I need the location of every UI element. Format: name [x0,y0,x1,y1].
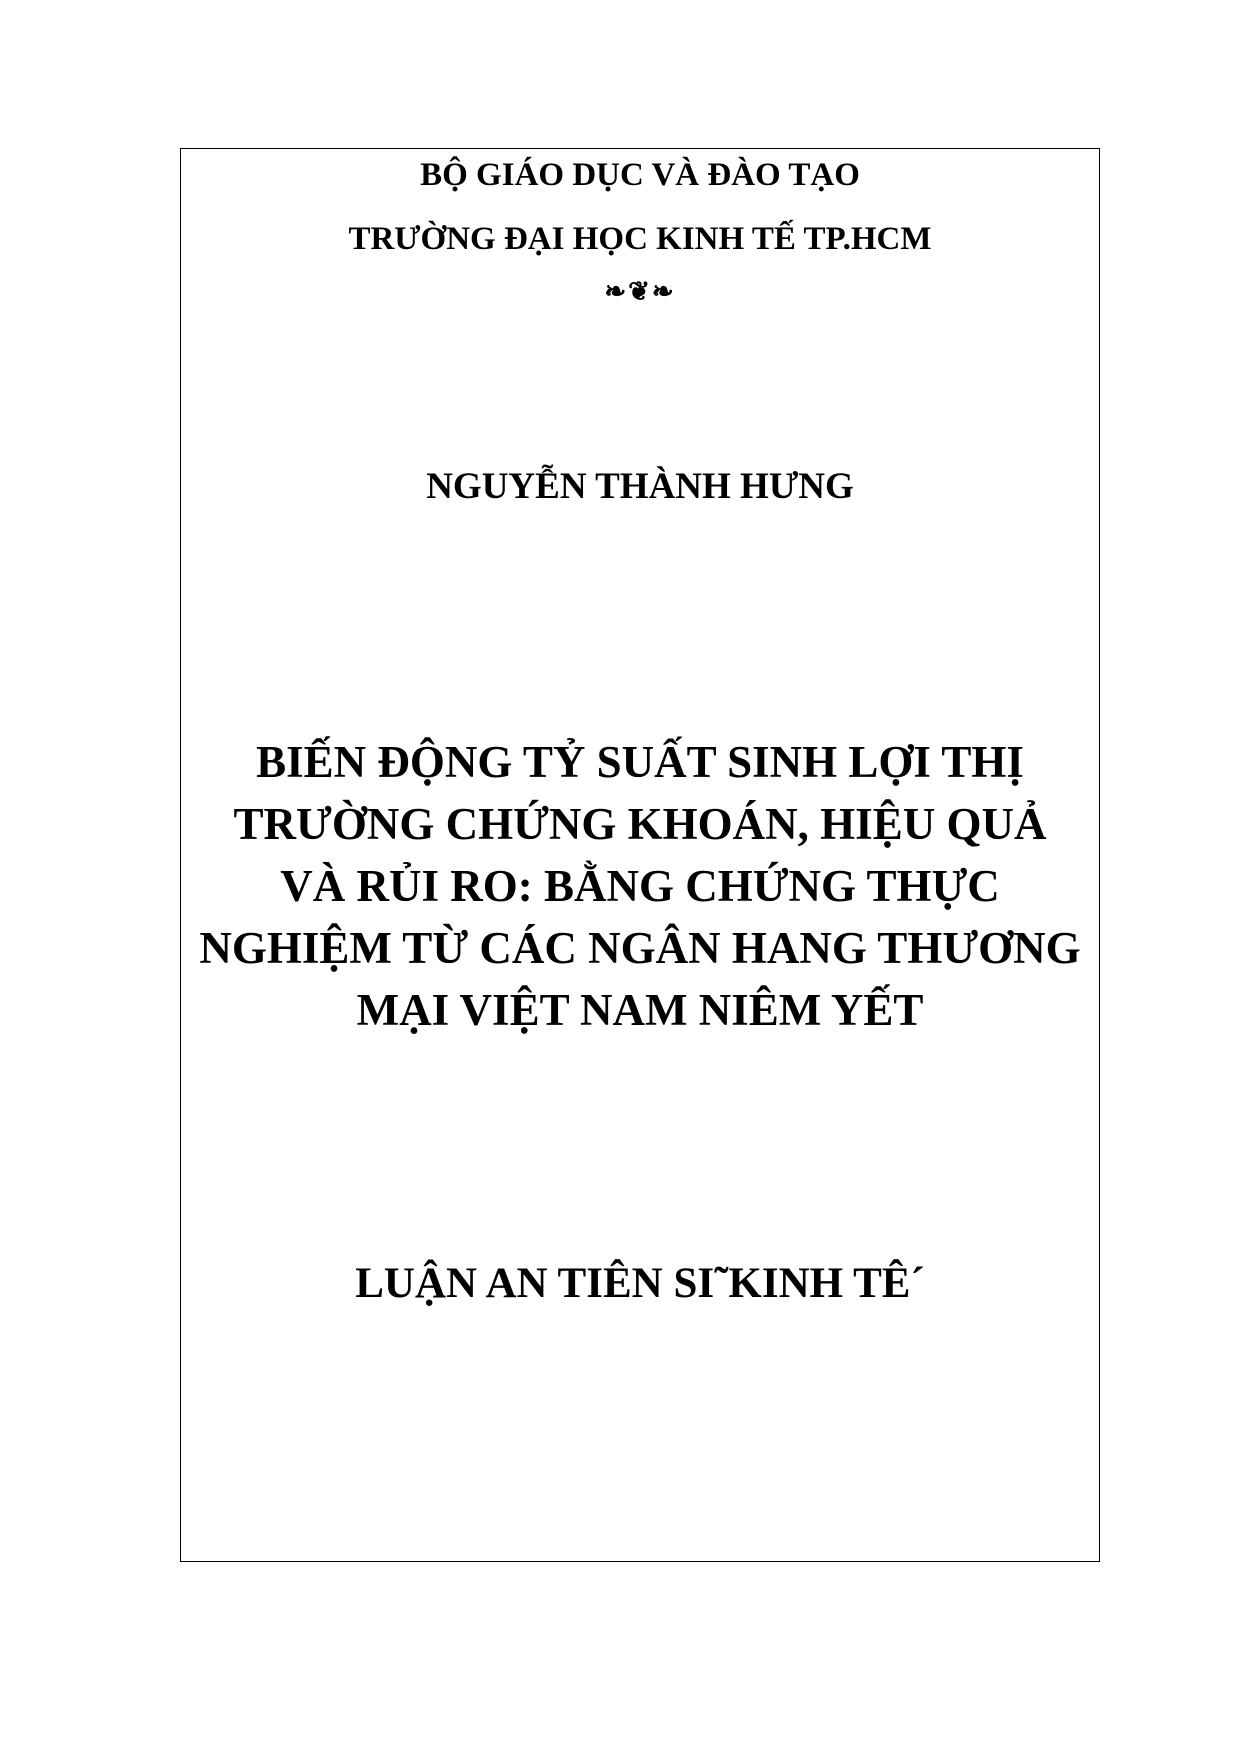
ministry-name: BỘ GIÁO DỤC VÀ ĐÀO TẠO [420,157,860,193]
thesis-title-line-5: MẠI VIỆT NAM NIÊM YẾT [356,985,924,1035]
thesis-title-line-2: TRƯỜNG CHỨNG KHOÁN, HIỆU QUẢ [233,799,1047,849]
cover-border [180,148,1100,1562]
university-name: TRƯỜNG ĐẠI HỌC KINH TẾ TP.HCM [348,221,932,257]
author-name: NGUYỄN THÀNH HƯNG [426,466,854,507]
thesis-title-line-4: NGHIỆM TỪ CÁC NGÂN HANG THƯƠNG [199,923,1081,973]
ornament-divider-icon: ❧❦❧ [604,277,676,306]
thesis-title-line-3: VÀ RỦI RO: BẰNG CHỨNG THỰC [280,861,1000,911]
thesis-title [181,731,1099,1041]
thesis-title-line-1: BIẾN ĐỘNG TỶ SUẤT SINH LỢI THỊ [256,737,1024,787]
degree-label: LUẬN AN TIÊN SI˜KINH TÊ´ [355,1260,925,1307]
